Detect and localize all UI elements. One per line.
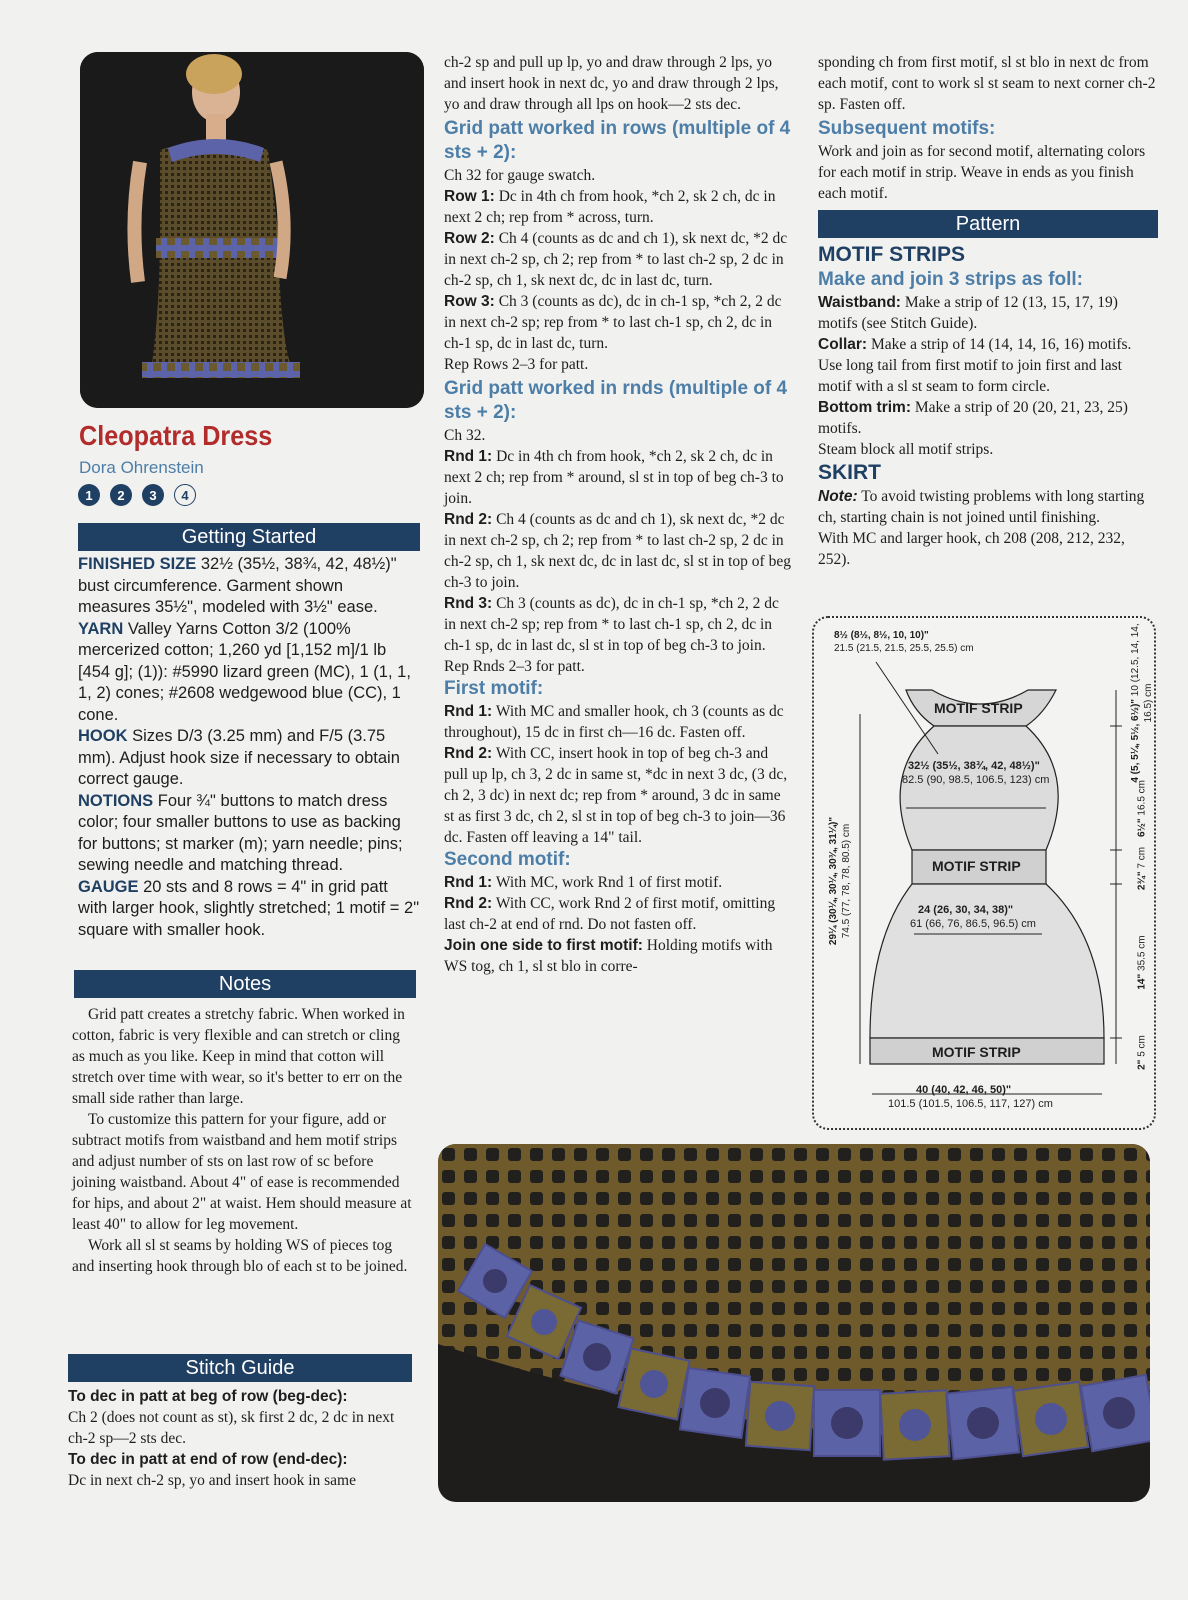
finished-size-label: FINISHED SIZE <box>78 555 197 573</box>
strip-label: Collar: <box>818 336 868 353</box>
strip-label: Bottom trim: <box>818 399 911 416</box>
designer-name: Dora Ohrenstein <box>79 458 204 477</box>
join-text: Holding motifs with WS tog, ch 1, sl st blo in corre- <box>444 937 773 975</box>
hook-text: Sizes D/3 (3.25 mm) and F/5 (3.75 mm). Adjust hook size if necessary to obtain correct gauge. <box>78 727 400 788</box>
length-in: 29¼ (30¼, 30¼, 30¾, 31¼)" <box>828 816 839 946</box>
skirt-cm: 35.5 cm <box>1136 935 1148 971</box>
second-motif-heading: Second motif: <box>444 849 571 870</box>
length-measure <box>827 781 853 981</box>
getting-started-body <box>78 554 420 941</box>
row-label: Row 3: <box>444 293 495 310</box>
join-continued: sponding ch from first motif, sl st blo in next dc from each motif, cont to work sl st seam to next corner ch-2 sp. Fasten off. <box>818 54 1156 113</box>
rnd-label: Rnd 2: <box>444 511 493 528</box>
skill-dot-2: 2 <box>110 484 132 506</box>
strip-text: Make a strip of 14 (14, 14, 16, 16) motifs. Use long tail from first motif to join first and last motif with a sl st seam to form circle. <box>818 336 1132 395</box>
bust-measure-in: 32½ (35½, 38¾, 42, 48½)" <box>908 760 1040 772</box>
make-join-heading: Make and join 3 strips as foll: <box>818 269 1084 290</box>
rnd-text: Ch 3 (counts as dc), dc in ch-1 sp, *ch 2, 2 dc in next ch-2 sp; rep from * to last ch-1 sp, ch 2, dc in ch-1 sp, dc in last dc, sl st in top of beg ch-3 to join. <box>444 595 779 654</box>
note-label: Note: <box>818 488 858 505</box>
hem-measure-in: 40 (40, 42, 46, 50)" <box>916 1084 1012 1096</box>
grid-rnds-heading: Grid patt worked in rnds (multiple of 4 sts + 2): <box>444 378 788 423</box>
grid-rnds-intro: Ch 32. <box>444 427 486 444</box>
neck-measure-cm: 21.5 (21.5, 21.5, 25.5, 25.5) cm <box>834 643 974 654</box>
rnd-label: Rnd 1: <box>444 874 493 891</box>
pattern-header: Pattern <box>818 210 1158 238</box>
beg-dec-label: To dec in patt at beg of row (beg-dec): <box>68 1388 348 1405</box>
strip-text: Make a strip of 20 (20, 21, 23, 25) motifs. <box>818 399 1128 437</box>
grid-rows-intro: Ch 32 for gauge swatch. <box>444 167 596 184</box>
grid-rows-heading: Grid patt worked in rows (multiple of 4 sts + 2): <box>444 118 791 163</box>
notes-header: Notes <box>74 970 416 998</box>
hook-label: HOOK <box>78 727 128 745</box>
collar-height-measure <box>1129 623 1155 783</box>
row-text: Ch 4 (counts as dc and ch 1), sk next dc, *2 dc in next ch-2 sp, ch 2; rep from * to last ch-2 sp, 2 dc in ch-2 sp, ch 1, sk next dc, dc in last dc, turn. <box>444 230 788 289</box>
rnd-text: With MC and smaller hook, ch 3 (counts as dc throughout), 15 dc in first ch—16 dc. Fasten off. <box>444 703 784 741</box>
strip-label: Waistband: <box>818 294 901 311</box>
stitch-guide-body <box>68 1386 416 1491</box>
row-label: Row 1: <box>444 188 495 205</box>
strip-text: Make a strip of 12 (13, 15, 17, 19) motifs (see Stitch Guide). <box>818 294 1118 332</box>
yarn-label: YARN <box>78 619 124 638</box>
right-column <box>818 52 1158 570</box>
stitch-guide-header: Stitch Guide <box>68 1354 412 1382</box>
end-dec-continued: ch-2 sp and pull up lp, yo and draw through 2 lps, yo and insert hook in next dc, yo and draw through 2 lps, yo and draw through all lps on hook—2 sts dec. <box>444 54 779 113</box>
notions-text: Four ¾" buttons to match dress color; four smaller buttons to use as backing for buttons; st marker (m); yarn needle; pins; sewing needle and matching thread. <box>78 791 403 874</box>
neck-measure-in: 8½ (8½, 8½, 10, 10)" <box>834 630 929 641</box>
row-label: Row 2: <box>444 230 495 247</box>
with-mc-text: With MC and larger hook, ch 208 (208, 212, 232, 252). <box>818 530 1125 568</box>
collar-h-cm: 10 (12.5, 14, 14, 16.5) cm <box>1130 623 1154 723</box>
yarn-text: Valley Yarns Cotton 3/2 (100% mercerized cotton; 1,260 yd [1,152 m]/1 lb [454 g]; (1)): #5990 lizard green (MC), 1 (1, 1, 1, 2) cones; #2608 wedgewood blue (CC), 1 cone. <box>78 619 411 724</box>
rnd-label: Rnd 3: <box>444 595 493 612</box>
waistband-strip-label: MOTIF STRIP <box>932 858 1021 874</box>
end-dec-label: To dec in patt at end of row (end-dec): <box>68 1451 348 1468</box>
skill-dot-3: 3 <box>142 484 164 506</box>
skill-level <box>78 484 196 506</box>
waistband-height-measure <box>1136 829 1149 909</box>
note-text: To avoid twisting problems with long starting ch, starting chain is not joined until finishing. <box>818 488 1145 526</box>
trim-strip-label: MOTIF STRIP <box>932 1044 1021 1060</box>
row-text: Dc in 4th ch from hook, *ch 2, sk 2 ch, dc in next 2 ch; rep from * across, turn. <box>444 188 776 226</box>
finished-size-text: 32½ (35½, 38¾, 42, 48½)" bust circumference. Garment shown measures 35½", modeled with 3½" ease. <box>78 555 397 616</box>
notes-paragraph: To customize this pattern for your figure, add or subtract motifs from waistband and hem motif strips and adjust number of sts on last row of sc before joining waistband. About 4" of ease is recommended for hips, and about 2" at waist. Hem should measure at least 40" to allow for leg movement. <box>72 1111 412 1233</box>
middle-column <box>444 52 792 977</box>
skill-dot-1: 1 <box>78 484 100 506</box>
waist-measure-cm: 61 (66, 76, 86.5, 96.5) cm <box>910 918 1036 930</box>
collar-strip-label: MOTIF STRIP <box>934 700 1023 716</box>
motif-strips-heading: MOTIF STRIPS <box>818 243 965 266</box>
waistband-in: 2¾" <box>1136 871 1148 891</box>
dress-model-photo <box>80 52 424 408</box>
gauge-text: 20 sts and 8 rows = 4" in grid patt with larger hook, slightly stretched; 1 motif = 2" square with smaller hook. <box>78 877 420 939</box>
rnd-text: With CC, work Rnd 2 of first motif, omitting last ch-2 at end of rnd. Do not fasten off. <box>444 895 776 933</box>
grid-rnds-repeat: Rep Rnds 2–3 for patt. <box>444 658 585 675</box>
beg-dec-text: Ch 2 (does not count as st), sk first 2 dc, 2 dc in next ch-2 sp—2 sts dec. <box>68 1409 395 1447</box>
join-label: Join one side to first motif: <box>444 937 643 954</box>
pattern-title: Cleopatra Dress <box>79 420 273 451</box>
skirt-in: 14" <box>1136 973 1148 990</box>
hem-measure-cm: 101.5 (101.5, 106.5, 117, 127) cm <box>888 1098 1053 1110</box>
rnd-text: Ch 4 (counts as dc and ch 1), sk next dc, *2 dc in next ch-2 sp, ch 2; rep from * to last ch-2 sp, 2 dc in ch-2 sp, ch 1, sk next dc, dc in last dc, sl st in top of beg ch-3 to join. <box>444 511 791 591</box>
notions-label: NOTIONS <box>78 791 154 810</box>
waist-measure-in: 24 (26, 30, 34, 38)" <box>918 904 1014 916</box>
rnd-text: With MC, work Rnd 1 of first motif. <box>495 874 723 891</box>
trim-height-measure <box>1136 1023 1149 1083</box>
end-dec-text: Dc in next ch-2 sp, yo and insert hook in same <box>68 1472 356 1489</box>
first-motif-heading: First motif: <box>444 678 544 699</box>
rnd-text: With CC, insert hook in top of beg ch-3 and pull up lp, ch 3, 2 dc in same st, *dc in next 3 dc, (3 dc, ch 2, 3 dc) in next dc; rep from * around, 3 dc in same st as first 3 dc, ch 2, sl st in top of beg ch-3 to join—36 dc. Fasten off leaving a 14" tail. <box>444 745 788 846</box>
subsequent-heading: Subsequent motifs: <box>818 118 996 139</box>
rnd-label: Rnd 1: <box>444 448 493 465</box>
bust-measure-cm: 82.5 (90, 98.5, 106.5, 123) cm <box>902 774 1050 786</box>
waistband-cm: 7 cm <box>1136 846 1148 869</box>
rnd-text: Dc in 4th ch from hook, *ch 2, sk 2 ch, dc in next 2 ch; rep from * around, sl st in top of beg ch-3 to join. <box>444 448 784 507</box>
bodice-cm: 16.5 cm <box>1136 780 1148 816</box>
notes-paragraph: Work all sl st seams by holding WS of pieces tog and inserting hook through blo of each st to be joined. <box>72 1237 408 1275</box>
subsequent-text: Work and join as for second motif, alternating colors for each motif in strip. Weave in ends as you finish each motif. <box>818 143 1146 202</box>
notes-paragraph: Grid patt creates a stretchy fabric. When worked in cotton, fabric is very flexible and can stretch or cling as much as you like. Keep in mind that cotton will stretch over time with wear, so it's better to err on the small side rather than large. <box>72 1006 405 1107</box>
collar-h-in: 4 (5, 5¼, 5½, 6½)" <box>1130 698 1141 783</box>
grid-rows-repeat: Rep Rows 2–3 for patt. <box>444 356 589 373</box>
trim-in: 2" <box>1136 1059 1148 1070</box>
rnd-label: Rnd 2: <box>444 895 493 912</box>
motif-detail-photo <box>438 1144 1150 1502</box>
skirt-heading: SKIRT <box>818 461 881 484</box>
getting-started-header: Getting Started <box>78 523 420 551</box>
row-text: Ch 3 (counts as dc), dc in ch-1 sp, *ch 2, 2 dc in next ch-2 sp; rep from * to last ch-1 sp, ch 2, dc in ch-1 sp, dc in last dc, turn. <box>444 293 782 352</box>
skill-dot-4: 4 <box>174 484 196 506</box>
skirt-height-measure <box>1136 923 1149 1003</box>
notes-body <box>72 1004 416 1277</box>
steam-text: Steam block all motif strips. <box>818 441 994 458</box>
length-cm: 74.5 (77, 78, 78, 80.5) cm <box>841 823 852 939</box>
trim-cm: 5 cm <box>1136 1035 1148 1057</box>
rnd-label: Rnd 1: <box>444 703 493 720</box>
bodice-in: 6½" <box>1136 818 1148 838</box>
gauge-label: GAUGE <box>78 877 139 896</box>
schematic-diagram <box>812 616 1156 1130</box>
rnd-label: Rnd 2: <box>444 745 493 762</box>
